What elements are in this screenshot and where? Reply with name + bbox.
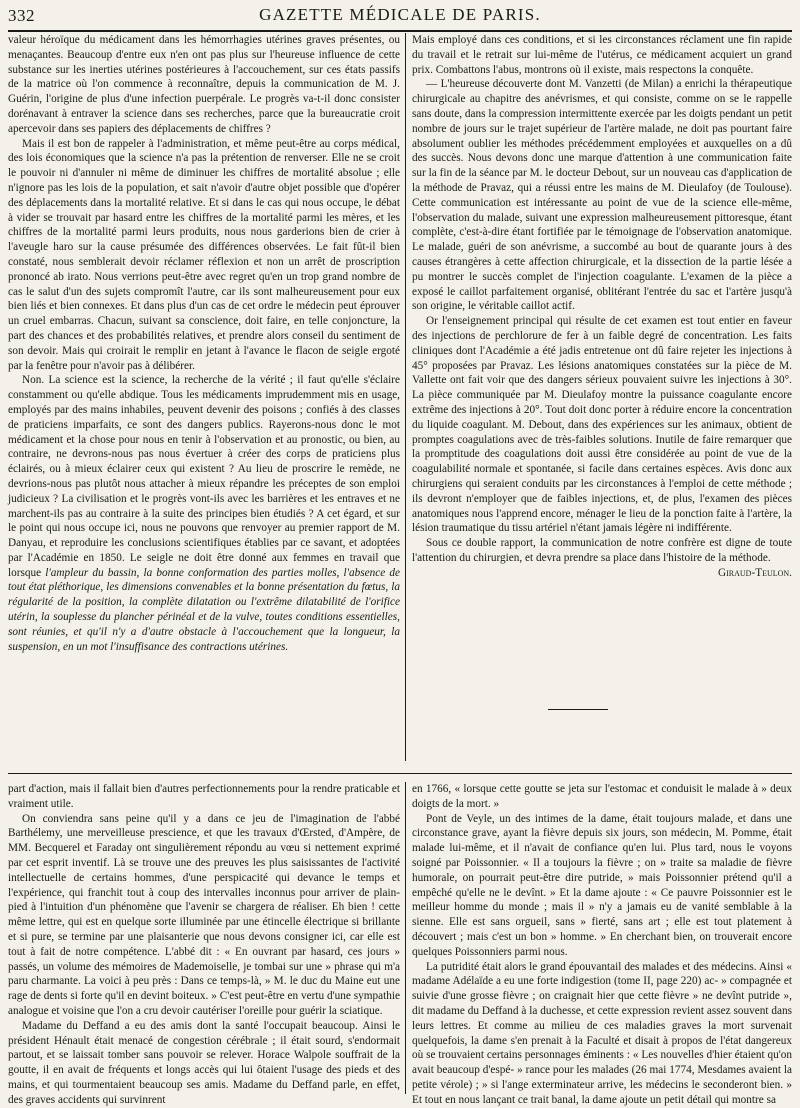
column-1 [8, 33, 400, 761]
col4-paragraph: Pont de Veyle, un des intimes de la dame, était toujours malade, et dans une circonstance grave, ayant la fièvre depuis six jours, son médecin, M. Pomme, était malade lui-même, et il n'avait de confiance qu'en lui. Plus tard, nous le voyons soigné par Poissonnier. « Il a toujours la fièvre ; on » traite sa maladie de fièvre humorale, on pourrait peut-être dire putride, » mais Poissonnier prétend qu'il a empêché qu'elle ne le devînt. » Et la dame ajoute : « Ce pauvre Poissonnier est le meilleur homme du monde ; mais il » n'y a jamais eu de vanité semblable à la sienne. Elle est sans orgueil, sans » fierté, sans art ; elle est tout platement à découvert ; mais c'est un bon » homme. » En cherchant bien, on trouverait encore quelques Poissonniers parmi nous. [412, 812, 792, 958]
col3-paragraph: part d'action, mais il fallait bien d'autres perfectionnements pour la rendre praticable et vraiment utile. [8, 783, 400, 810]
col2-paragraph: — L'heureuse découverte dont M. Vanzetti (de Milan) a enrichi la thérapeutique chirurgicale au chapitre des anévrismes, et qui consiste, comme on se le rappelle sans doute, dans la compression intermittente exercée par les doigts pendant un petit nombre de jours sur le trajet supérieur de l'artère malade, ne doit pas pourtant faire absolument oublier les méthodes précédemment employées et auxquelles on a dû des succès. Nous devons donc une marque d'attention à une communication faite sur la fin de la séance par M. le docteur Debout, sur un nouveau cas d'application de la méthode de Pravaz, qui a réussi entre les mains de M. Dieulafoy (de Toulouse). Cette communication est intéressante au point de vue de la science elle-même, l'observation du malade, suivant une expression malheureusement pittoresque, étant complète, c'est-à-dire étant fortifiée par le témoignage de l'observation anatomique. Le malade, guéri de son anévrisme, a succombé au bout de quarante jours à des causes étrangères à cette affection chirurgicale, et la dissection de la partie lésée a pu montrer le succès complet de l'injection coagulante. L'examen de la pièce a exposé le caillot parfaitement organisé, oblitérant l'entrée du sac et l'artère jusqu'à son origine, le véritable caillot actif. [412, 78, 792, 313]
journal-title: GAZETTE MÉDICALE DE PARIS. [259, 5, 541, 24]
column-divider [405, 33, 406, 761]
page-header [0, 0, 800, 30]
column-3 [8, 782, 400, 1106]
column-4 [412, 782, 792, 1106]
author-signature: Giraud-Teulon. [718, 566, 792, 579]
col1-italic-text: l'ampleur du bassin, la bonne conformation des parties molles, l'absence de tout état pléthorique, les dimensions convenables et la bonne présentation du fœtus, la régularité de la position, la complète dilatation ou l'extrême dilatabilité de l'orifice utérin, la souplesse du plancher périnéal et de la vulve, toutes conditions essentielles, sont réunies, et qu'il n'y a d'autre obstacle à l'accouchement que la longueur, la suspension, en un mot l'insuffisance des contractions utérines. [8, 566, 400, 653]
col4-paragraph: La putridité était alors le grand épouvantail des malades et des médecins. Ainsi « madame Adélaïde a eu une forte indigestion (tome II, page 220) ac- » compagnée et suivie d'une grosse fièvre ; on craignait hier que cette fièvre » ne devînt putride », dit madame du Deffand à la duchesse, et cette expression revient assez souvent dans leurs lettres. Et comme au milieu de ces maladies graves la mort survenait quelquefois, la dame s'en prenait à la Faculté et disait à propos de l'état dangereux où se trouvaient certains personnages éminents : « Les nouvelles d'hier étaient qu'on avait beaucoup d'espé- » rance pour les malades (26 mai 1774, Mesdames avaient la petite vérole) ; » si l'ange exterminateur arrive, les médecins le seconderont bien. » Et tout en nous lançant ce trait banal, la dame ajoute un petit détail qui montre sa [412, 960, 792, 1106]
col1-paragraph [8, 373, 400, 654]
section-end-rule [548, 709, 608, 710]
column-divider [405, 782, 406, 1094]
column-2 [412, 33, 792, 683]
col2-paragraph: Sous ce double rapport, la communication de notre confrère est digne de toute l'attention du chirurgien, et devra prendre sa place dans l'histoire de la méthode. [412, 537, 792, 564]
page-number: 332 [8, 6, 35, 25]
col3-paragraph: Madame du Deffand a eu des amis dont la santé l'occupait beaucoup. Ainsi le président Hénault était menacé de congestion cérébrale ; il était sourd, s'endormait partout, et se laissait tomber sans pouvoir se relever. Horace Walpole souffrait de la goutte, il en avait de fréquents et longs accès qui lui ôtaient l'usage des pieds et des mains, et qui tourmentaient beaucoup ses amis. Madame du Deffand parle, en effet, des graves accidents qui survinrent [8, 1019, 400, 1106]
col1-paragraph: Mais il est bon de rappeler à l'administration, et même peut-être au corps médical, des lois économiques que la science n'a pas la prétention de renverser. Elle ne se croit le pouvoir ni d'annuler ni même de diminuer les chiffres de mortalité absolue ; elle n'ignore pas les lois de la population, et sait n'avoir d'autre objet possible que d'opérer des déplacements dans la mortalité relative. Et si dans le cas qui nous occupe, le débat à vider se trouvait par hasard entre les chiffres de la mortalité parmi les mères, et les chiffres de la mortalité parmi leurs produits, nous nous garderions bien de crier à l'aveugle haro sur la cause présumée des différences observées. Le fait fût-il bien constaté, nous semblerait devoir réclamer réflexion et non un arrêt de proscription prononcé ab irato. Nous verrions peut-être avec regret qu'en un trop grand nombre de cas le salut d'un des sujets compromît l'autre, car ils sont malheureusement pour eux bien liés et bien connexes. Et dans plus d'un cas de cet ordre le médecin peut éprouver un cruel embarras. Chacun, suivant sa conscience, doit faire, en telle conjoncture, la part des chances et des probabilités relatives, et prendre alors conseil du sentiment de son devoir. Mais qui croirait le remplir en jetant à l'avance le flacon de seigle ergoté par la fenêtre pour n'avoir pas à délibérer. [8, 137, 400, 372]
col1-text: Non. La science est la science, la recherche de la vérité ; il faut qu'elle s'éclaire constamment ou qu'elle abdique. Tous les médicaments imprudemment mis en usage, employés par des mains inhabiles, peuvent devenir des poisons ; confiés à des classes de praticiens imparfaits, ce sont des dangers publics. Rayerons-nous donc le mot médicament et la chose pour nous en tenir à l'observation et au pronostic, ou bien, au contraire, ne devrons-nous pas nous évertuer à créer des corps de praticiens plus éclairés, ou à mieux éclairer ceux qui existent ? Au lieu de proscrire le remède, ne devrions-nous pas plutôt nous attacher à mieux répandre les préceptes de son emploi judicieux ? La civilisation et le progrès vont-ils avec les barrières et les entraves et ne marchent-ils pas au contraire à la suite des principes bien étudiés ? A cet égard, et sur le point qui nous occupe ici, nous ne pouvons que renvoyer au premier rapport de M. Danyau, et reproduire les conclusions scientifiques établies par ce savant, et adoptées par l'Académie en 1850. Le seigle ne doit être donné aux femmes en travail que lorsque [8, 374, 400, 579]
col1-paragraph: valeur héroïque du médicament dans les hémorrhagies utérines graves présentes, ou menaçantes. Beaucoup d'entre eux n'en ont pas plus sur l'heureuse influence de cette substance sur les inerties utérines postérieures à l'accouchement, sur ces états passifs de la matrice où l'on commence à reconnaître, depuis la communication de M. J. Guérin, l'origine de plus d'une infection puerpérale. Le progrès va-t-il donc consister dorénavant à entraver la science dans ses recherches, parce que la bureaucratie croit apercevoir dans ses papiers des déplacements de chiffres ? [8, 34, 400, 135]
feuilleton-rule [8, 773, 792, 774]
col2-paragraph: Or l'enseignement principal qui résulte de cet examen est tout entier en faveur des injections de perchlorure de fer à un faible degré de concentration. Les faits cliniques dont l'Académie a été jadis entretenue ont dû faire rejeter les injections à 45° proposées par Pravaz. Les lésions anatomiques constatées sur la pièce de M. Vallette ont fait voir que des dangers sérieux pouvaient suivre les injections à 30°. La pièce communiquée par M. Dieulafoy montre la puissance coagulante encore extrême des injections à 20°. Tout doit donc porter à réduire encore la concentration du liquide coagulant. M. Debout, dans des expériences sur les animaux, obtient de promptes coagulations avec de très-faibles solutions. Inutile de faire remarquer que la promptitude des coagulations doit aussi être considérée au point de vue de la coagulabilité normale et spontanée, si facile dans certaines espèces. Avis donc aux chirurgiens qui seraient conduits par les circonstances à l'emploi de cette méthode ; ils devront n'employer que de faibles injections, et, de plus, l'examen des pièces anatomiques nous l'apprend encore, ménager le lieu de la ponction faite à l'artère, la lésion traumatique du tissu artériel n'étant jamais légère ni indifférente. [412, 315, 792, 535]
col4-paragraph: en 1766, « lorsque cette goutte se jeta sur l'estomac et conduisit le malade à » deux doigts de la mort. » [412, 783, 792, 810]
header-rule [8, 30, 792, 32]
col3-paragraph: On conviendra sans peine qu'il y a dans ce jeu de l'imagination de l'abbé Barthélemy, une merveilleuse prescience, et que les travaux d'Œrsted, d'Ampère, de MM. Becquerel et Faraday ont singulièrement répondu au vœu si nettement exprimé par cet esprit inventif. Là se trouve une des preuves les plus saisissantes de l'activité intellectuelle de certains hommes, d'une perspicacité qui devance le temps et l'expérience, qui franchit tout à coup des intervalles inconnus pour arriver de plain-pied à l'intuition d'un phénomène que l'avenir se chargera de réaliser. Eh bien ! cette même lettre, qui est en quelque sorte illuminée par une étincelle électrique si brillante et si pure, se termine par une plaisanterie que nous devons consigner ici, car elle est tout à fait de notre compétence. L'abbé dit : « En ouvrant par hasard, ces jours » passés, un volume des mémoires de Mademoiselle, je tombai sur une » phrase qui m'a paru charmante. La voici à peu près : Dans ce temps-là, » M. le duc du Maine eut une rage de dents si forte qu'il en devint boiteux. » C'est peut-être en vertu d'une sympathie analogue et voisine que l'on a cru devoir cautériser l'oreille pour guérir la sciatique. [8, 812, 400, 1017]
col2-paragraph: Mais employé dans ces conditions, et si les circonstances réclament une fin rapide du travail et le retrait sur lui-même de l'utérus, ce médicament acquiert un grand prix. Combattons l'abus, montrons où il existe, mais respectons la conquête. [412, 34, 792, 76]
